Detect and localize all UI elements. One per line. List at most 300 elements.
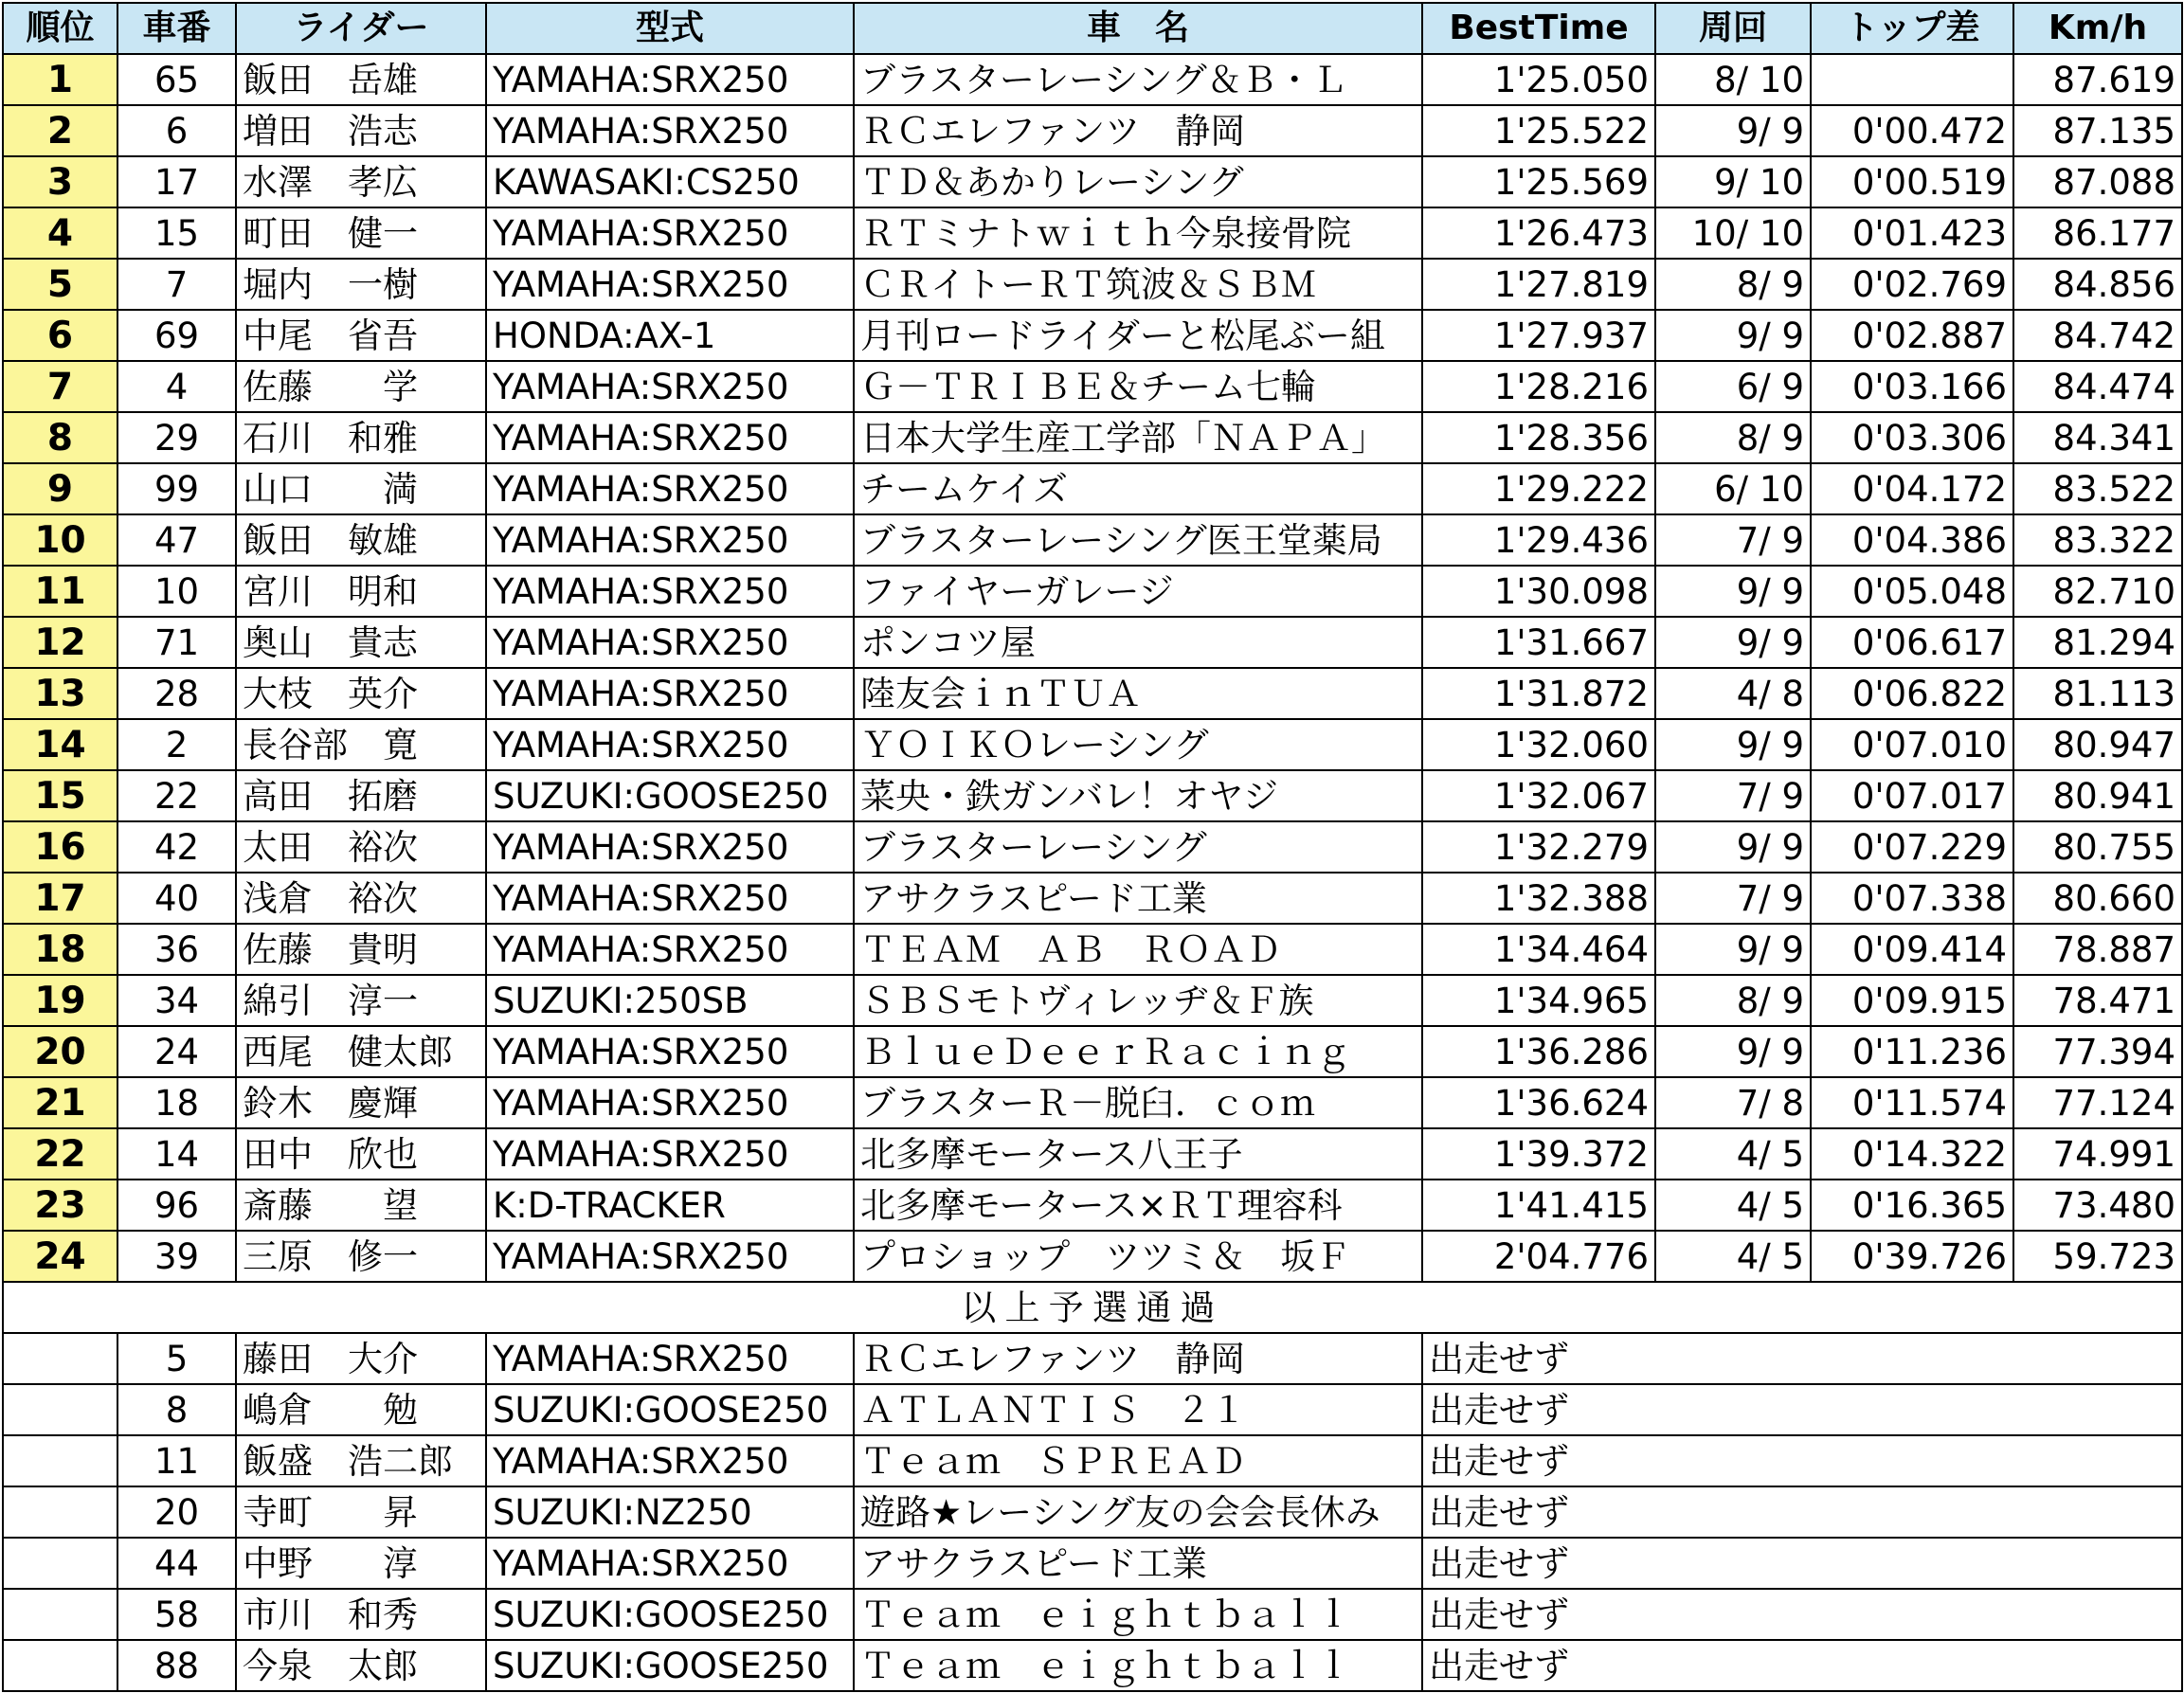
rider-cell: 中尾 省吾: [236, 310, 486, 361]
rider-cell: 飯田 敏雄: [236, 514, 486, 566]
model-cell: YAMAHA:SRX250: [486, 1026, 854, 1077]
rider-cell: 水澤 孝広: [236, 156, 486, 207]
team-cell: 日本大学生産工学部「ＮＡＰＡ」: [854, 412, 1422, 463]
rider-cell: 高田 拓磨: [236, 770, 486, 821]
rider-cell: 浅倉 裕次: [236, 873, 486, 924]
car-number-cell: 14: [117, 1128, 236, 1180]
position-cell: [3, 1589, 117, 1640]
laps-cell: 8/ 10: [1655, 54, 1811, 105]
speed-cell: 81.294: [2013, 617, 2182, 668]
model-cell: YAMAHA:SRX250: [486, 361, 854, 412]
position-cell: [3, 1333, 117, 1384]
speed-cell: 77.394: [2013, 1026, 2182, 1077]
gap-cell: 0'07.229: [1811, 821, 2013, 873]
best-time-cell: 1'41.415: [1422, 1180, 1655, 1231]
gap-cell: 0'09.915: [1811, 975, 2013, 1026]
header-speed: Km/h: [2013, 3, 2182, 54]
table-row: [3, 361, 2182, 412]
speed-cell: 82.710: [2013, 566, 2182, 617]
rider-cell: 斎藤 望: [236, 1180, 486, 1231]
speed-cell: 81.113: [2013, 668, 2182, 719]
position-cell: 5: [3, 259, 117, 310]
car-number-cell: 44: [117, 1538, 236, 1589]
team-cell: Ｇ－ＴＲＩＢＥ＆チーム七輪: [854, 361, 1422, 412]
car-number-cell: 18: [117, 1077, 236, 1128]
results-table: [2, 2, 2183, 1692]
gap-cell: 0'14.322: [1811, 1128, 2013, 1180]
speed-cell: 83.322: [2013, 514, 2182, 566]
team-cell: ＡＴＬＡＮＴＩＳ ２１: [854, 1384, 1422, 1435]
rider-cell: 西尾 健太郎: [236, 1026, 486, 1077]
header-team: 車 名: [854, 3, 1422, 54]
gap-cell: 0'04.172: [1811, 463, 2013, 514]
gap-cell: 0'39.726: [1811, 1231, 2013, 1282]
dns-row: [3, 1640, 2182, 1691]
laps-cell: 7/ 8: [1655, 1077, 1811, 1128]
car-number-cell: 58: [117, 1589, 236, 1640]
car-number-cell: 22: [117, 770, 236, 821]
gap-cell: 0'05.048: [1811, 566, 2013, 617]
position-cell: 1: [3, 54, 117, 105]
position-cell: [3, 1486, 117, 1538]
laps-cell: 9/ 9: [1655, 566, 1811, 617]
position-cell: 12: [3, 617, 117, 668]
table-row: [3, 617, 2182, 668]
gap-cell: 0'16.365: [1811, 1180, 2013, 1231]
position-cell: 3: [3, 156, 117, 207]
laps-cell: 8/ 9: [1655, 259, 1811, 310]
speed-cell: 87.135: [2013, 105, 2182, 156]
header-gap: トップ差: [1811, 3, 2013, 54]
best-time-cell: 1'25.522: [1422, 105, 1655, 156]
dns-row: [3, 1538, 2182, 1589]
position-cell: 11: [3, 566, 117, 617]
header-position: 順位: [3, 3, 117, 54]
car-number-cell: 4: [117, 361, 236, 412]
car-number-cell: 96: [117, 1180, 236, 1231]
laps-cell: 9/ 9: [1655, 719, 1811, 770]
rider-cell: 綿引 淳一: [236, 975, 486, 1026]
model-cell: YAMAHA:SRX250: [486, 566, 854, 617]
car-number-cell: 40: [117, 873, 236, 924]
best-time-cell: 1'34.464: [1422, 924, 1655, 975]
team-cell: ブラスターレーシング＆Ｂ・Ｌ: [854, 54, 1422, 105]
speed-cell: 87.619: [2013, 54, 2182, 105]
position-cell: 8: [3, 412, 117, 463]
speed-cell: 80.660: [2013, 873, 2182, 924]
laps-cell: 10/ 10: [1655, 207, 1811, 259]
table-row: [3, 156, 2182, 207]
best-time-cell: 1'28.356: [1422, 412, 1655, 463]
speed-cell: 77.124: [2013, 1077, 2182, 1128]
status-cell: 出走せず: [1422, 1640, 2182, 1691]
team-cell: ＴＥＡＭ ＡＢ ＲＯＡＤ: [854, 924, 1422, 975]
speed-cell: 80.755: [2013, 821, 2182, 873]
model-cell: YAMAHA:SRX250: [486, 514, 854, 566]
team-cell: ＳＢＳモトヴィレッヂ＆Ｆ族: [854, 975, 1422, 1026]
car-number-cell: 17: [117, 156, 236, 207]
car-number-cell: 69: [117, 310, 236, 361]
position-cell: [3, 1384, 117, 1435]
position-cell: 2: [3, 105, 117, 156]
header-car-number: 車番: [117, 3, 236, 54]
rider-cell: 堀内 一樹: [236, 259, 486, 310]
team-cell: Ｔｅａｍ ＳＰＲＥＡＤ: [854, 1435, 1422, 1486]
car-number-cell: 5: [117, 1333, 236, 1384]
position-cell: 4: [3, 207, 117, 259]
team-cell: ＲＣエレファンツ 静岡: [854, 1333, 1422, 1384]
gap-cell: 0'07.017: [1811, 770, 2013, 821]
position-cell: [3, 1538, 117, 1589]
model-cell: SUZUKI:GOOSE250: [486, 1384, 854, 1435]
status-cell: 出走せず: [1422, 1538, 2182, 1589]
qualification-separator: 以上予選通過: [3, 1282, 2182, 1333]
model-cell: YAMAHA:SRX250: [486, 1077, 854, 1128]
rider-cell: 増田 浩志: [236, 105, 486, 156]
car-number-cell: 24: [117, 1026, 236, 1077]
position-cell: 15: [3, 770, 117, 821]
speed-cell: 59.723: [2013, 1231, 2182, 1282]
rider-cell: 佐藤 貴明: [236, 924, 486, 975]
car-number-cell: 71: [117, 617, 236, 668]
rider-cell: 市川 和秀: [236, 1589, 486, 1640]
model-cell: YAMAHA:SRX250: [486, 873, 854, 924]
table-row: [3, 770, 2182, 821]
gap-cell: 0'07.010: [1811, 719, 2013, 770]
table-row: [3, 259, 2182, 310]
laps-cell: 9/ 9: [1655, 617, 1811, 668]
gap-cell: 0'04.386: [1811, 514, 2013, 566]
table-row: [3, 566, 2182, 617]
dns-row: [3, 1435, 2182, 1486]
rider-cell: 飯盛 浩二郎: [236, 1435, 486, 1486]
table-row: [3, 54, 2182, 105]
gap-cell: 0'02.769: [1811, 259, 2013, 310]
gap-cell: 0'11.236: [1811, 1026, 2013, 1077]
speed-cell: 86.177: [2013, 207, 2182, 259]
car-number-cell: 42: [117, 821, 236, 873]
position-cell: 22: [3, 1128, 117, 1180]
model-cell: YAMAHA:SRX250: [486, 1435, 854, 1486]
rider-cell: 嶋倉 勉: [236, 1384, 486, 1435]
car-number-cell: 29: [117, 412, 236, 463]
gap-cell: 0'09.414: [1811, 924, 2013, 975]
laps-cell: 4/ 8: [1655, 668, 1811, 719]
position-cell: 6: [3, 310, 117, 361]
rider-cell: 三原 修一: [236, 1231, 486, 1282]
table-row: [3, 514, 2182, 566]
best-time-cell: 1'25.050: [1422, 54, 1655, 105]
best-time-cell: 1'32.388: [1422, 873, 1655, 924]
rider-cell: 藤田 大介: [236, 1333, 486, 1384]
best-time-cell: 1'31.667: [1422, 617, 1655, 668]
team-cell: ブラスターＲ－脱臼．ｃｏｍ: [854, 1077, 1422, 1128]
position-cell: 17: [3, 873, 117, 924]
table-row: [3, 975, 2182, 1026]
laps-cell: 4/ 5: [1655, 1231, 1811, 1282]
speed-cell: 80.947: [2013, 719, 2182, 770]
gap-cell: 0'03.306: [1811, 412, 2013, 463]
position-cell: 20: [3, 1026, 117, 1077]
model-cell: YAMAHA:SRX250: [486, 1333, 854, 1384]
status-cell: 出走せず: [1422, 1333, 2182, 1384]
rider-cell: 宮川 明和: [236, 566, 486, 617]
status-cell: 出走せず: [1422, 1384, 2182, 1435]
table-row: [3, 412, 2182, 463]
rider-cell: 山口 満: [236, 463, 486, 514]
speed-cell: 87.088: [2013, 156, 2182, 207]
speed-cell: 84.474: [2013, 361, 2182, 412]
speed-cell: 84.341: [2013, 412, 2182, 463]
model-cell: SUZUKI:GOOSE250: [486, 1640, 854, 1691]
table-row: [3, 105, 2182, 156]
laps-cell: 8/ 9: [1655, 975, 1811, 1026]
dns-row: [3, 1486, 2182, 1538]
model-cell: KAWASAKI:CS250: [486, 156, 854, 207]
model-cell: YAMAHA:SRX250: [486, 259, 854, 310]
team-cell: ＲＣエレファンツ 静岡: [854, 105, 1422, 156]
best-time-cell: 1'27.819: [1422, 259, 1655, 310]
model-cell: YAMAHA:SRX250: [486, 821, 854, 873]
speed-cell: 74.991: [2013, 1128, 2182, 1180]
model-cell: K:D-TRACKER: [486, 1180, 854, 1231]
best-time-cell: 1'31.872: [1422, 668, 1655, 719]
car-number-cell: 20: [117, 1486, 236, 1538]
laps-cell: 9/ 9: [1655, 105, 1811, 156]
model-cell: YAMAHA:SRX250: [486, 1231, 854, 1282]
table-row: [3, 207, 2182, 259]
rider-cell: 長谷部 寛: [236, 719, 486, 770]
best-time-cell: 1'29.436: [1422, 514, 1655, 566]
best-time-cell: 1'34.965: [1422, 975, 1655, 1026]
best-time-cell: 1'25.569: [1422, 156, 1655, 207]
laps-cell: 7/ 9: [1655, 873, 1811, 924]
team-cell: アサクラスピード工業: [854, 873, 1422, 924]
car-number-cell: 88: [117, 1640, 236, 1691]
team-cell: ＹＯＩＫＯレーシング: [854, 719, 1422, 770]
status-cell: 出走せず: [1422, 1589, 2182, 1640]
speed-cell: 78.887: [2013, 924, 2182, 975]
team-cell: 遊路★レーシング友の会会長休み: [854, 1486, 1422, 1538]
car-number-cell: 11: [117, 1435, 236, 1486]
table-row: [3, 463, 2182, 514]
gap-cell: [1811, 54, 2013, 105]
laps-cell: 9/ 10: [1655, 156, 1811, 207]
dns-row: [3, 1384, 2182, 1435]
team-cell: 北多摩モータース×ＲＴ理容科: [854, 1180, 1422, 1231]
laps-cell: 8/ 9: [1655, 412, 1811, 463]
gap-cell: 0'00.519: [1811, 156, 2013, 207]
model-cell: SUZUKI:GOOSE250: [486, 1589, 854, 1640]
team-cell: 北多摩モータース八王子: [854, 1128, 1422, 1180]
best-time-cell: 1'39.372: [1422, 1128, 1655, 1180]
table-row: [3, 1180, 2182, 1231]
speed-cell: 83.522: [2013, 463, 2182, 514]
laps-cell: 7/ 9: [1655, 770, 1811, 821]
table-row: [3, 924, 2182, 975]
best-time-cell: 2'04.776: [1422, 1231, 1655, 1282]
gap-cell: 0'07.338: [1811, 873, 2013, 924]
model-cell: HONDA:AX-1: [486, 310, 854, 361]
team-cell: 月刊ロードライダーと松尾ぶー組: [854, 310, 1422, 361]
laps-cell: 7/ 9: [1655, 514, 1811, 566]
dns-row: [3, 1333, 2182, 1384]
table-row: [3, 310, 2182, 361]
team-cell: ＣＲイトーＲＴ筑波＆ＳＢＭ: [854, 259, 1422, 310]
position-cell: 24: [3, 1231, 117, 1282]
team-cell: プロショップ ツツミ＆ 坂Ｆ: [854, 1231, 1422, 1282]
car-number-cell: 28: [117, 668, 236, 719]
team-cell: ファイヤーガレージ: [854, 566, 1422, 617]
rider-cell: 大枝 英介: [236, 668, 486, 719]
team-cell: 陸友会ｉｎＴＵＡ: [854, 668, 1422, 719]
laps-cell: 6/ 10: [1655, 463, 1811, 514]
table-row: [3, 668, 2182, 719]
best-time-cell: 1'32.067: [1422, 770, 1655, 821]
laps-cell: 4/ 5: [1655, 1180, 1811, 1231]
rider-cell: 奥山 貴志: [236, 617, 486, 668]
best-time-cell: 1'36.624: [1422, 1077, 1655, 1128]
best-time-cell: 1'32.060: [1422, 719, 1655, 770]
rider-cell: 太田 裕次: [236, 821, 486, 873]
gap-cell: 0'06.822: [1811, 668, 2013, 719]
model-cell: YAMAHA:SRX250: [486, 412, 854, 463]
car-number-cell: 39: [117, 1231, 236, 1282]
speed-cell: 73.480: [2013, 1180, 2182, 1231]
rider-cell: 石川 和雅: [236, 412, 486, 463]
model-cell: YAMAHA:SRX250: [486, 1128, 854, 1180]
qualification-separator-row: [3, 1282, 2182, 1333]
laps-cell: 9/ 9: [1655, 821, 1811, 873]
position-cell: 10: [3, 514, 117, 566]
speed-cell: 84.856: [2013, 259, 2182, 310]
model-cell: SUZUKI:250SB: [486, 975, 854, 1026]
model-cell: YAMAHA:SRX250: [486, 668, 854, 719]
laps-cell: 9/ 9: [1655, 310, 1811, 361]
rider-cell: 佐藤 学: [236, 361, 486, 412]
car-number-cell: 65: [117, 54, 236, 105]
team-cell: Ｔｅａｍ ｅｉｇｈｔｂａｌｌ: [854, 1640, 1422, 1691]
best-time-cell: 1'32.279: [1422, 821, 1655, 873]
status-cell: 出走せず: [1422, 1486, 2182, 1538]
status-cell: 出走せず: [1422, 1435, 2182, 1486]
model-cell: YAMAHA:SRX250: [486, 463, 854, 514]
header-row: [3, 3, 2182, 54]
position-cell: 13: [3, 668, 117, 719]
car-number-cell: 36: [117, 924, 236, 975]
team-cell: ブラスターレーシング: [854, 821, 1422, 873]
position-cell: 19: [3, 975, 117, 1026]
header-rider: ライダー: [236, 3, 486, 54]
table-row: [3, 1128, 2182, 1180]
team-cell: アサクラスピード工業: [854, 1538, 1422, 1589]
team-cell: Ｔｅａｍ ｅｉｇｈｔｂａｌｌ: [854, 1589, 1422, 1640]
position-cell: [3, 1640, 117, 1691]
model-cell: YAMAHA:SRX250: [486, 54, 854, 105]
team-cell: チームケイズ: [854, 463, 1422, 514]
speed-cell: 80.941: [2013, 770, 2182, 821]
header-model: 型式: [486, 3, 854, 54]
dns-row: [3, 1589, 2182, 1640]
results-body: [3, 54, 2182, 1691]
speed-cell: 84.742: [2013, 310, 2182, 361]
gap-cell: 0'03.166: [1811, 361, 2013, 412]
rider-cell: 寺町 昇: [236, 1486, 486, 1538]
gap-cell: 0'01.423: [1811, 207, 2013, 259]
gap-cell: 0'11.574: [1811, 1077, 2013, 1128]
team-cell: ＢｌｕｅＤｅｅｒＲａｃｉｎｇ: [854, 1026, 1422, 1077]
table-row: [3, 821, 2182, 873]
position-cell: 18: [3, 924, 117, 975]
best-time-cell: 1'29.222: [1422, 463, 1655, 514]
best-time-cell: 1'28.216: [1422, 361, 1655, 412]
model-cell: YAMAHA:SRX250: [486, 719, 854, 770]
position-cell: 21: [3, 1077, 117, 1128]
gap-cell: 0'00.472: [1811, 105, 2013, 156]
table-row: [3, 873, 2182, 924]
position-cell: 23: [3, 1180, 117, 1231]
gap-cell: 0'06.617: [1811, 617, 2013, 668]
position-cell: 16: [3, 821, 117, 873]
car-number-cell: 10: [117, 566, 236, 617]
car-number-cell: 34: [117, 975, 236, 1026]
model-cell: YAMAHA:SRX250: [486, 924, 854, 975]
position-cell: 9: [3, 463, 117, 514]
best-time-cell: 1'27.937: [1422, 310, 1655, 361]
team-cell: ＴＤ＆あかりレーシング: [854, 156, 1422, 207]
car-number-cell: 8: [117, 1384, 236, 1435]
position-cell: [3, 1435, 117, 1486]
speed-cell: 78.471: [2013, 975, 2182, 1026]
best-time-cell: 1'30.098: [1422, 566, 1655, 617]
rider-cell: 田中 欣也: [236, 1128, 486, 1180]
team-cell: ポンコツ屋: [854, 617, 1422, 668]
car-number-cell: 15: [117, 207, 236, 259]
table-row: [3, 1077, 2182, 1128]
table-row: [3, 1231, 2182, 1282]
laps-cell: 9/ 9: [1655, 924, 1811, 975]
car-number-cell: 2: [117, 719, 236, 770]
header-laps: 周回: [1655, 3, 1811, 54]
position-cell: 7: [3, 361, 117, 412]
car-number-cell: 7: [117, 259, 236, 310]
best-time-cell: 1'26.473: [1422, 207, 1655, 259]
model-cell: YAMAHA:SRX250: [486, 105, 854, 156]
best-time-cell: 1'36.286: [1422, 1026, 1655, 1077]
laps-cell: 4/ 5: [1655, 1128, 1811, 1180]
model-cell: YAMAHA:SRX250: [486, 1538, 854, 1589]
laps-cell: 9/ 9: [1655, 1026, 1811, 1077]
laps-cell: 6/ 9: [1655, 361, 1811, 412]
table-row: [3, 719, 2182, 770]
team-cell: 菜央・鉄ガンバレ！オヤジ: [854, 770, 1422, 821]
table-row: [3, 1026, 2182, 1077]
team-cell: ブラスターレーシング医王堂薬局: [854, 514, 1422, 566]
model-cell: SUZUKI:NZ250: [486, 1486, 854, 1538]
rider-cell: 鈴木 慶輝: [236, 1077, 486, 1128]
rider-cell: 中野 淳: [236, 1538, 486, 1589]
header-best-time: BestTime: [1422, 3, 1655, 54]
car-number-cell: 6: [117, 105, 236, 156]
car-number-cell: 99: [117, 463, 236, 514]
model-cell: YAMAHA:SRX250: [486, 617, 854, 668]
team-cell: ＲＴミナトｗｉｔｈ今泉接骨院: [854, 207, 1422, 259]
rider-cell: 町田 健一: [236, 207, 486, 259]
rider-cell: 今泉 太郎: [236, 1640, 486, 1691]
model-cell: YAMAHA:SRX250: [486, 207, 854, 259]
position-cell: 14: [3, 719, 117, 770]
gap-cell: 0'02.887: [1811, 310, 2013, 361]
